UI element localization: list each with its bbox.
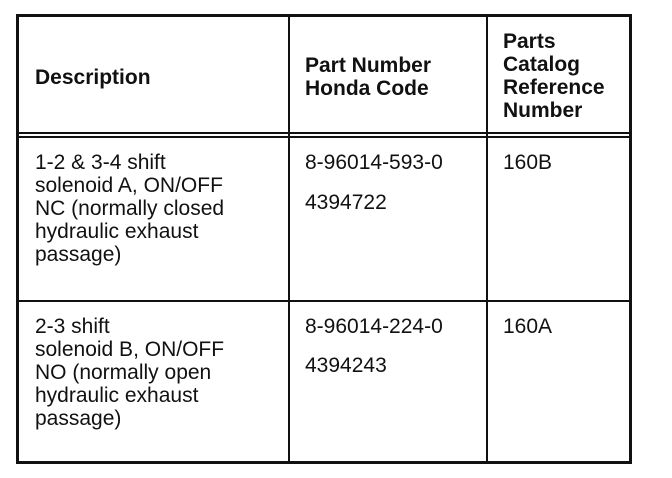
column-divider-2 (486, 17, 488, 461)
parts-table (16, 14, 632, 464)
header-description: Description (35, 66, 151, 89)
row-2-description: 2-3 shift solenoid B, ON/OFF NO (normally open hydraulic exhaust passage) (35, 315, 225, 430)
row-2-honda-code: 4394243 (305, 354, 387, 377)
row-divider (19, 300, 629, 302)
header-part-number: Part Number Honda Code (305, 54, 432, 100)
column-divider-1 (288, 17, 290, 461)
header-divider (19, 132, 629, 138)
row-1-description: 1-2 & 3-4 shift solenoid A, ON/OFF NC (normally closed hydraulic exhaust passage) (35, 151, 225, 266)
row-2-part-number: 8-96014-224-0 (305, 315, 443, 338)
row-1-part-number: 8-96014-593-0 (305, 151, 443, 174)
row-2-reference: 160A (503, 315, 553, 338)
header-reference-number: Parts Catalog Reference Number (503, 30, 605, 122)
row-1-honda-code: 4394722 (305, 191, 387, 214)
row-1-reference: 160B (503, 151, 553, 174)
